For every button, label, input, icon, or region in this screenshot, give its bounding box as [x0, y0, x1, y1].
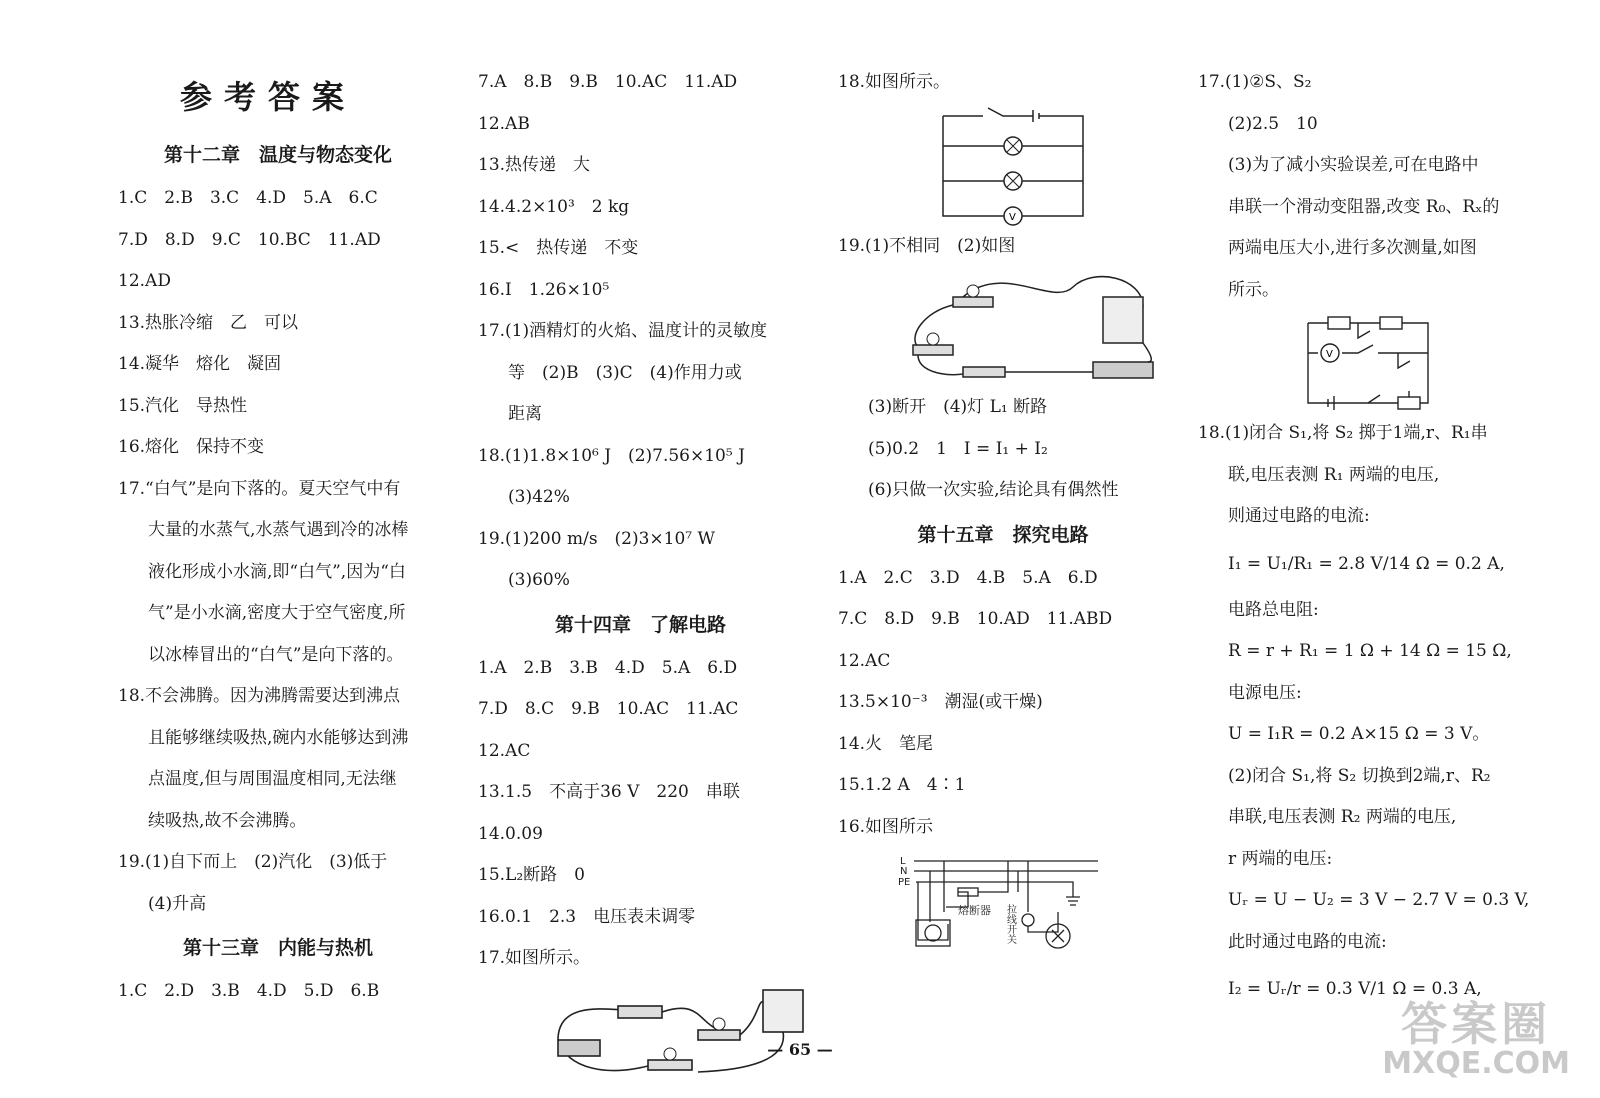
- answer-line: (3)42%: [508, 487, 570, 507]
- answer-line: 17.(1)②S、S₂: [1198, 72, 1312, 92]
- answer-line: 17.(1)酒精灯的火焰、温度计的灵敏度: [478, 321, 768, 341]
- answer-line: 串联,电压表测 R₂ 两端的电压,: [1228, 807, 1457, 827]
- answer-line: 且能够继续吸热,碗内水能够达到沸: [148, 727, 409, 748]
- answer-line: 液化形成小水滴,即“白气”,因为“白: [148, 561, 406, 582]
- answer-line: R = r + R₁ = 1 Ω + 14 Ω = 15 Ω,: [1228, 641, 1512, 661]
- chapter-12-heading: 第十二章 温度与物态变化: [163, 144, 392, 166]
- answer-line: 18.(1)闭合 S₁,将 S₂ 掷于1端,r、R₁串: [1198, 423, 1488, 443]
- answer-line: I₁ = U₁/R₁ = 2.8 V/14 Ω = 0.2 A,: [1228, 553, 1505, 574]
- answer-line: 18.如图所示。: [838, 72, 951, 92]
- answer-line: 12.AB: [478, 113, 530, 134]
- answer-line: 18.(1)1.8×10⁶ J (2)7.56×10⁵ J: [478, 445, 745, 466]
- answer-line: 14.0.09: [478, 823, 543, 844]
- circuit-figure-14-18: [933, 106, 1093, 226]
- answer-line: 14.4.2×10³ 2 kg: [478, 196, 630, 217]
- watermark-top: 答案圈: [1401, 997, 1552, 1051]
- answer-line: 距离: [508, 404, 542, 424]
- answer-line: 串联一个滑动变阻器,改变 R₀、Rₓ的: [1228, 196, 1500, 217]
- column-3: [838, 62, 1168, 962]
- answer-line: 13.热胀冷缩 乙 可以: [118, 312, 299, 333]
- answer-line: r 两端的电压:: [1228, 848, 1333, 869]
- column-4: [1198, 62, 1528, 1015]
- answer-line: 16.Ⅰ 1.26×10⁵: [478, 279, 610, 300]
- answer-line: 19.(1)自下而上 (2)汽化 (3)低于: [118, 852, 388, 872]
- answer-line: Uᵣ = U − U₂ = 3 V − 2.7 V = 0.3 V,: [1228, 890, 1530, 910]
- chapter-13-heading: 第十三章 内能与热机: [182, 937, 373, 959]
- answer-line: (3)60%: [508, 570, 570, 590]
- answer-line: 13.1.5 不高于36 V 220 串联: [478, 782, 740, 802]
- answer-line: 1.C 2.B 3.C 4.D 5.A 6.C: [118, 188, 378, 208]
- answer-line: 以冰棒冒出的“白气”是向下落的。: [148, 644, 404, 665]
- answer-line: 点温度,但与周围温度相同,无法继: [148, 769, 397, 789]
- label-pull-switch: 拉线开关: [1004, 904, 1016, 944]
- answer-line: 13.热传递 大: [478, 155, 591, 175]
- answer-line: 电源电压:: [1228, 682, 1302, 703]
- svg-text:V: V: [1326, 349, 1333, 360]
- answer-line: 12.AC: [478, 740, 531, 761]
- answer-line: 13.5×10⁻³ 潮湿(或干燥): [838, 692, 1043, 712]
- answer-line: 14.凝华 熔化 凝固: [118, 354, 282, 374]
- svg-text:V: V: [1009, 211, 1016, 223]
- answer-line: 电路总电阻:: [1228, 599, 1319, 620]
- answer-line: U = I₁R = 0.2 A×15 Ω = 3 V。: [1228, 724, 1490, 744]
- answer-line: 14.火 笔尾: [838, 733, 934, 754]
- answer-line: 15.1.2 A 4∶1: [838, 775, 966, 795]
- label-L: L: [900, 856, 906, 867]
- answer-line: 此时通过电路的电流:: [1228, 931, 1387, 952]
- answer-line: 15.< 热传递 不变: [478, 238, 639, 258]
- answer-line: 大量的水蒸气,水蒸气遇到冷的冰棒: [148, 520, 409, 540]
- answer-line: 16.熔化 保持不变: [118, 437, 265, 457]
- answer-line: (2)2.5 10: [1228, 113, 1318, 134]
- answer-line: 15.L₂断路 0: [478, 865, 585, 885]
- answer-line: (3)断开 (4)灯 L₁ 断路: [868, 397, 1048, 417]
- answer-line: 1.A 2.B 3.B 4.D 5.A 6.D: [478, 657, 738, 678]
- column-2: [478, 62, 803, 1080]
- answer-line: 15.汽化 导热性: [118, 395, 248, 416]
- label-N: N: [900, 866, 908, 877]
- answer-line: 17.“白气”是向下落的。夏天空气中有: [118, 478, 401, 499]
- answer-line: 7.D 8.D 9.C 10.BC 11.AD: [118, 229, 381, 250]
- answer-line: 7.C 8.D 9.B 10.AD 11.ABD: [838, 609, 1113, 629]
- answer-line: 联,电压表测 R₁ 两端的电压,: [1228, 464, 1440, 485]
- answer-line: 19.(1)不相同 (2)如图: [838, 235, 1016, 256]
- answer-line: 12.AD: [118, 271, 171, 291]
- label-fuse: 熔断器: [958, 904, 991, 917]
- circuit-figure-14-17: [548, 980, 808, 1080]
- answer-line: (2)闭合 S₁,将 S₂ 切换到2端,r、R₂: [1228, 765, 1491, 786]
- answer-line: 1.A 2.C 3.D 4.B 5.A 6.D: [838, 567, 1098, 588]
- answer-line: (3)为了减小实验误差,可在电路中: [1228, 155, 1479, 175]
- page-number: — 65 —: [767, 1040, 833, 1059]
- answer-line: 所示。: [1228, 279, 1279, 300]
- answer-line: 则通过电路的电流:: [1228, 506, 1370, 526]
- answer-line: 17.如图所示。: [478, 948, 591, 968]
- answer-line: 续吸热,故不会沸腾。: [148, 810, 307, 831]
- answer-line: 气”是小水滴,密度大于空气密度,所: [148, 603, 406, 623]
- answer-line: (6)只做一次实验,结论具有偶然性: [868, 480, 1119, 500]
- answer-line: 1.C 2.D 3.B 4.D 5.D 6.B: [118, 981, 380, 1001]
- circuit-figure-14-19: [903, 267, 1163, 387]
- answer-line: 7.D 8.C 9.B 10.AC 11.AC: [478, 699, 739, 719]
- answer-line: 12.AC: [838, 650, 891, 671]
- label-PE: PE: [898, 877, 911, 888]
- answer-line: (4)升高: [148, 893, 207, 914]
- answer-line: 等 (2)B (3)C (4)作用力或: [508, 362, 742, 383]
- answer-line: I₂ = Uᵣ/r = 0.3 V/1 Ω = 0.3 A,: [1228, 979, 1482, 999]
- answer-line: 16.如图所示: [838, 816, 934, 837]
- answer-line: 16.0.1 2.3 电压表未调零: [478, 906, 696, 927]
- page-title: 参考答案: [179, 78, 356, 116]
- chapter-14-heading: 第十四章 了解电路: [554, 613, 726, 636]
- watermark-bottom: MXQE.COM: [1382, 1046, 1570, 1081]
- household-circuit-figure: [898, 852, 1118, 962]
- answer-line: 两端电压大小,进行多次测量,如图: [1228, 238, 1477, 258]
- answer-line: 19.(1)200 m/s (2)3×10⁷ W: [478, 528, 716, 549]
- circuit-figure-15-17: [1298, 313, 1438, 413]
- watermark: [1382, 997, 1570, 1081]
- answer-line: 7.A 8.B 9.B 10.AC 11.AD: [478, 72, 738, 92]
- answer-line: 18.不会沸腾。因为沸腾需要达到沸点: [118, 686, 401, 706]
- column-1: [118, 62, 438, 1013]
- chapter-15-heading: 第十五章 探究电路: [917, 523, 1089, 546]
- answer-line: (5)0.2 1 I = I₁ + I₂: [868, 438, 1048, 459]
